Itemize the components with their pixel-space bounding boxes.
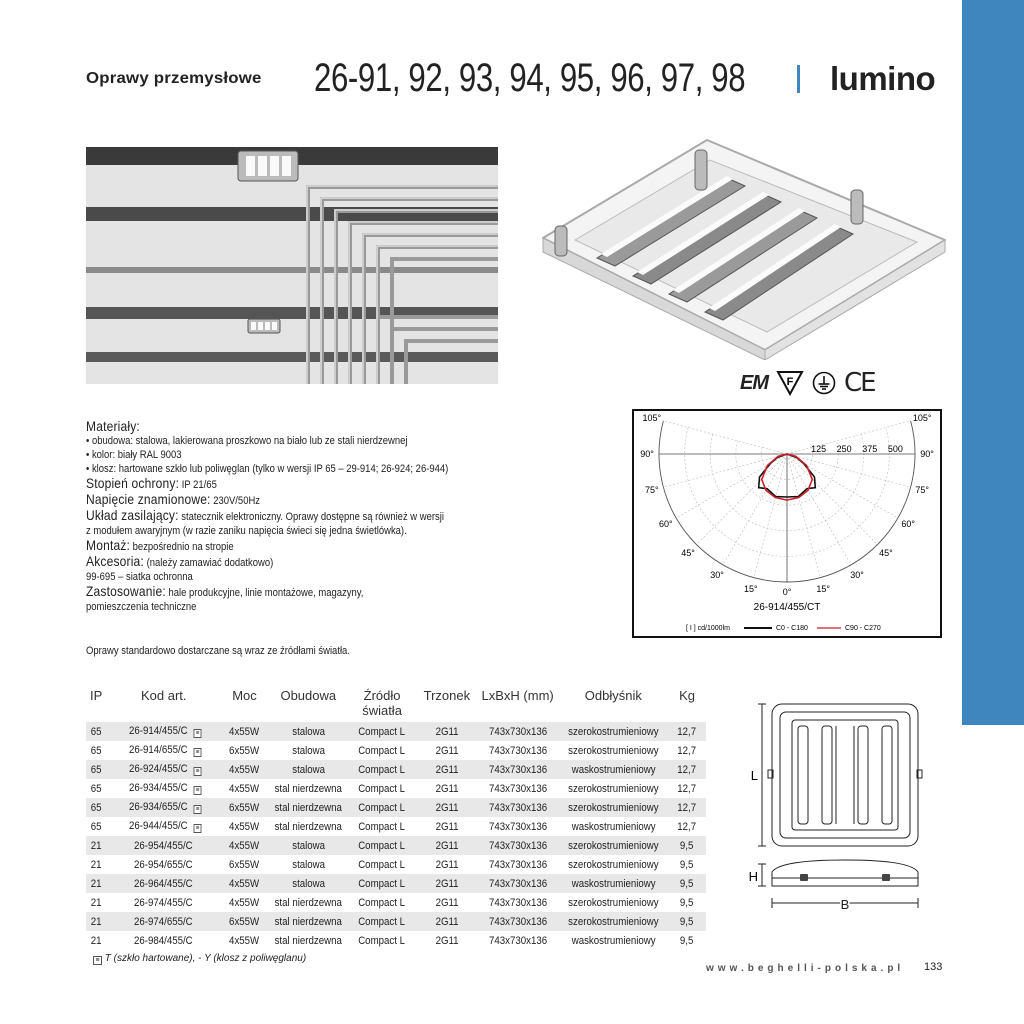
polar-angle-label: 90° — [920, 449, 934, 459]
polar-angle-label: 105° — [912, 412, 932, 423]
polar-angle-label: 15° — [743, 584, 758, 595]
polar-angle-zero: 0° — [782, 587, 792, 597]
protection-value: IP 21/65 — [181, 479, 217, 491]
circuit-value-cont: z modułem awaryjnym (w razie zaniku napięcia świeci się jedna świetlówka). — [86, 525, 407, 537]
circuit-label: Układ zasilający: — [86, 507, 179, 523]
cell-power: 6x55W — [229, 858, 260, 871]
table-row — [86, 836, 706, 855]
materials-line-cover: • klosz: hartowane szkło lub poliwęglan (tylko w wersji IP 65 – 29-914; 26-924; 26-944) — [86, 463, 449, 475]
cell-source: Compact L — [358, 896, 406, 909]
cell-code: 26-954/655/C — [134, 858, 194, 871]
emergency-em-icon: EM — [740, 371, 768, 394]
cell-dims: 743x730x136 — [488, 801, 547, 814]
glass-badge-icon: ≡ — [194, 748, 202, 757]
table-row — [86, 893, 706, 912]
cell-dims: 743x730x136 — [488, 915, 547, 928]
header-separator — [797, 65, 800, 93]
cell-reflector: szerokostrumieniowy — [568, 725, 659, 738]
cell-housing: stal nierdzewna — [274, 820, 342, 833]
glass-badge-icon: ≡ — [194, 824, 202, 833]
mounting-label: Montaż: — [86, 537, 131, 553]
cell-source: Compact L — [358, 725, 406, 738]
glass-badge-icon: ≡ — [194, 805, 202, 814]
glass-badge-icon: ≡ — [194, 729, 202, 738]
cell-power: 4x55W — [229, 839, 260, 852]
cell-reflector: szerokostrumieniowy — [568, 744, 659, 757]
cell-reflector: szerokostrumieniowy — [568, 839, 659, 852]
cell-housing: stalowa — [291, 763, 325, 776]
cell-source: Compact L — [358, 839, 406, 852]
cell-power: 4x55W — [229, 782, 260, 795]
accessories-value: (należy zamawiać dodatkowo) — [146, 557, 274, 569]
th-source-line2: światła — [362, 703, 402, 718]
cell-socket: 2G11 — [435, 763, 459, 776]
cell-reflector: waskostrumieniowy — [571, 763, 656, 776]
certification-marks — [740, 366, 940, 400]
cell-dims: 743x730x136 — [488, 820, 547, 833]
cell-code: 26-974/655/C — [134, 915, 194, 928]
cell-socket: 2G11 — [435, 896, 459, 909]
cell-housing: stalowa — [291, 839, 325, 852]
table-row — [86, 817, 706, 836]
table-row — [86, 722, 706, 741]
polar-legend-unit: [ I ] cd/1000lm — [686, 625, 730, 632]
th-kg: Kg — [679, 688, 696, 703]
accessories-item: 99-695 – siatka ochronna — [86, 571, 193, 583]
table-row — [86, 779, 706, 798]
table-row — [86, 798, 706, 817]
cell-reflector: szerokostrumieniowy — [568, 858, 659, 871]
cell-code: 26-914/455/C ≡ — [108, 725, 220, 738]
cell-reflector: waskostrumieniowy — [571, 820, 656, 833]
cell-code: 26-974/455/C — [134, 896, 194, 909]
cell-socket: 2G11 — [435, 744, 459, 757]
footnote-text: T (szkło hartowane), - Y (klosz z poliwęglanu) — [104, 953, 307, 964]
brand-name: lumino — [830, 60, 936, 97]
table-row — [86, 760, 706, 779]
mounting-value: bezpośrednio na stropie — [132, 541, 234, 553]
polar-grid-ray — [663, 454, 787, 487]
cell-ip: 21 — [90, 934, 102, 947]
cell-ip: 65 — [90, 725, 102, 738]
cell-socket: 2G11 — [435, 934, 459, 947]
cell-reflector: szerokostrumieniowy — [568, 801, 659, 814]
cell-ip: 21 — [90, 915, 102, 928]
cell-power: 4x55W — [229, 820, 260, 833]
cell-source: Compact L — [358, 877, 406, 890]
cell-source: Compact L — [358, 782, 406, 795]
accent-side-bar — [962, 0, 1024, 725]
polar-angle-label: 75° — [644, 485, 659, 496]
cell-code: 26-914/655/C ≡ — [108, 744, 220, 757]
polar-angle-label: 45° — [681, 547, 695, 558]
cell-dims: 743x730x136 — [488, 744, 547, 757]
voltage-label: Napięcie znamionowe: — [86, 491, 211, 507]
table-header — [86, 686, 706, 722]
table-row — [86, 912, 706, 931]
dimension-drawing — [740, 698, 930, 913]
circuit-value: statecznik elektroniczny. Oprawy dostępne są również w wersji — [181, 511, 444, 523]
cell-housing: stal nierdzewna — [274, 801, 342, 814]
model-numbers-title: 26-91, 92, 93, 94, 95, 96, 97, 98 — [314, 56, 746, 100]
cell-ip: 21 — [90, 896, 102, 909]
table-row — [86, 741, 706, 760]
cell-housing: stalowa — [291, 877, 325, 890]
cell-code: 26-934/655/C ≡ — [108, 801, 220, 814]
polar-grid-ray — [663, 421, 787, 454]
cell-reflector: waskostrumieniowy — [571, 877, 656, 890]
th-reflector: Odbłyśnik — [584, 688, 642, 703]
cell-ip: 21 — [90, 858, 102, 871]
cell-kg: 9,5 — [680, 877, 694, 890]
cell-reflector: waskostrumieniowy — [571, 934, 656, 947]
th-ip: IP — [90, 688, 103, 703]
cell-power: 4x55W — [229, 725, 260, 738]
polar-model-label: 26-914/455/CT — [753, 602, 821, 613]
cell-power: 4x55W — [229, 934, 260, 947]
polar-grid-ray — [723, 454, 787, 565]
polar-scale-label: 500 — [887, 444, 903, 454]
polar-grid-ray — [696, 454, 787, 545]
th-source-line1: Źródło — [363, 688, 401, 703]
cell-source: Compact L — [358, 820, 406, 833]
cell-source: Compact L — [358, 915, 406, 928]
specifications — [86, 419, 606, 614]
cell-kg: 12,7 — [677, 763, 697, 776]
materials-label: Materiały: — [86, 418, 140, 434]
cell-reflector: szerokostrumieniowy — [568, 782, 659, 795]
cell-source: Compact L — [358, 763, 406, 776]
polar-grid-ray — [754, 454, 787, 578]
polar-angle-label: 75° — [915, 485, 930, 496]
polar-angle-label: 15° — [816, 584, 831, 595]
polar-angle-label: 60° — [658, 519, 673, 529]
cell-socket: 2G11 — [435, 877, 459, 890]
application-value-cont: pomieszczenia techniczne — [86, 601, 197, 613]
polar-angle-label: 45° — [879, 547, 893, 558]
ce-mark-icon: CE — [844, 368, 875, 398]
cell-code: 26-944/455/C ≡ — [108, 820, 220, 833]
cell-power: 4x55W — [229, 896, 260, 909]
accessories-label: Akcesoria: — [86, 553, 144, 569]
cell-socket: 2G11 — [435, 725, 459, 738]
cell-housing: stal nierdzewna — [274, 896, 342, 909]
cell-dims: 743x730x136 — [488, 763, 547, 776]
cell-code: 26-934/455/C ≡ — [108, 782, 220, 795]
glass-badge-icon: ≡ — [194, 767, 202, 776]
application-label: Zastosowanie: — [86, 583, 166, 599]
cell-dims: 743x730x136 — [488, 725, 547, 738]
polar-grid-ray — [787, 454, 878, 545]
polar-legend-c90: C90 - C270 — [845, 625, 881, 632]
website-link[interactable]: www.beghelli-polska.pl — [706, 963, 905, 974]
th-dims: LxBxH (mm) — [481, 688, 554, 703]
th-housing: Obudowa — [280, 688, 337, 703]
footnote-badge-icon: ≡ — [93, 956, 102, 965]
cell-kg: 12,7 — [677, 782, 697, 795]
cell-kg: 9,5 — [680, 839, 694, 852]
cell-housing: stalowa — [291, 858, 325, 871]
cell-dims: 743x730x136 — [488, 782, 547, 795]
cell-code: 26-984/455/C — [134, 934, 194, 947]
cell-housing: stal nierdzewna — [274, 934, 342, 947]
photometric-polar-diagram — [632, 409, 942, 638]
cell-power: 6x55W — [229, 744, 260, 757]
polar-scale-label: 375 — [862, 444, 878, 454]
table-row — [86, 931, 706, 950]
supply-note: Oprawy standardowo dostarczane są wraz ze źródłami światła. — [86, 645, 350, 657]
cell-power: 4x55W — [229, 877, 260, 890]
polar-angle-label: 30° — [710, 570, 724, 581]
materials-line-housing: • obudowa: stalowa, lakierowana proszkowo na biało lub ze stali nierdzewnej — [86, 435, 408, 447]
earth-icon — [812, 371, 836, 395]
cell-ip: 65 — [90, 763, 102, 776]
cell-ip: 65 — [90, 801, 102, 814]
polar-angle-label: 60° — [901, 519, 916, 529]
cell-dims: 743x730x136 — [488, 839, 547, 852]
cell-housing: stalowa — [291, 744, 325, 757]
category-title: Oprawy przemysłowe — [86, 70, 262, 87]
cell-source: Compact L — [358, 934, 406, 947]
protection-label: Stopień ochrony: — [86, 475, 180, 491]
cell-power: 6x55W — [229, 915, 260, 928]
cell-housing: stal nierdzewna — [274, 915, 342, 928]
polar-grid-ray — [787, 454, 911, 487]
polar-scale-label: 250 — [836, 444, 852, 454]
cell-ip: 21 — [90, 877, 102, 890]
cell-reflector: szerokostrumieniowy — [568, 896, 659, 909]
cell-code: 26-954/455/C — [134, 839, 194, 852]
table-row — [86, 874, 706, 893]
polar-grid-ray — [787, 454, 851, 565]
polar-angle-label: 105° — [642, 412, 662, 423]
cell-dims: 743x730x136 — [488, 896, 547, 909]
f-mark-label: F — [786, 376, 794, 388]
voltage-value: 230V/50Hz — [213, 495, 261, 507]
cell-kg: 9,5 — [680, 915, 694, 928]
dim-h-label: H — [748, 869, 758, 884]
application-value: hale produkcyjne, linie montażowe, magazyny, — [168, 587, 364, 599]
cell-ip: 65 — [90, 782, 102, 795]
cell-kg: 9,5 — [680, 858, 694, 871]
cell-source: Compact L — [358, 858, 406, 871]
polar-legend-c0: C0 - C180 — [776, 625, 808, 632]
cell-source: Compact L — [358, 801, 406, 814]
f-mark-icon — [776, 370, 804, 396]
glass-badge-icon: ≡ — [194, 786, 202, 795]
cell-dims: 743x730x136 — [488, 877, 547, 890]
cell-power: 4x55W — [229, 763, 260, 776]
cell-ip: 65 — [90, 744, 102, 757]
dim-b-label: B — [840, 897, 850, 912]
cell-kg: 9,5 — [680, 934, 694, 947]
luminaire-product-image — [535, 130, 955, 360]
cell-kg: 12,7 — [677, 820, 697, 833]
polar-scale-label: 125 — [811, 444, 827, 454]
th-source — [347, 686, 417, 722]
cell-power: 6x55W — [229, 801, 260, 814]
page-number: 133 — [924, 961, 943, 973]
cell-socket: 2G11 — [435, 820, 459, 833]
dim-l-label: L — [750, 768, 758, 783]
table-body — [86, 722, 706, 950]
cell-code: 26-964/455/C — [134, 877, 194, 890]
table-row — [86, 855, 706, 874]
cell-housing: stalowa — [291, 725, 325, 738]
cell-socket: 2G11 — [435, 839, 459, 852]
materials-line-color: • kolor: biały RAL 9003 — [86, 449, 182, 461]
cell-kg: 12,7 — [677, 744, 697, 757]
cell-dims: 743x730x136 — [488, 858, 547, 871]
cell-ip: 21 — [90, 839, 102, 852]
polar-grid-ray — [787, 454, 820, 578]
th-code: Kod art. — [140, 688, 187, 703]
polar-angle-label: 90° — [640, 449, 654, 459]
th-socket: Trzonek — [423, 688, 471, 703]
cell-kg: 12,7 — [677, 801, 697, 814]
product-table — [86, 686, 706, 950]
cell-kg: 9,5 — [680, 896, 694, 909]
cell-socket: 2G11 — [435, 782, 459, 795]
cell-source: Compact L — [358, 744, 406, 757]
cell-reflector: szerokostrumieniowy — [568, 915, 659, 928]
th-power: Moc — [232, 688, 257, 703]
table-footnote — [92, 953, 306, 965]
cell-housing: stal nierdzewna — [274, 782, 342, 795]
cell-ip: 65 — [90, 820, 102, 833]
cell-socket: 2G11 — [435, 915, 459, 928]
cell-dims: 743x730x136 — [488, 934, 547, 947]
cell-socket: 2G11 — [435, 858, 459, 871]
cell-socket: 2G11 — [435, 801, 459, 814]
cell-code: 26-924/455/C ≡ — [108, 763, 220, 776]
installation-photo — [86, 147, 498, 384]
cell-kg: 12,7 — [677, 725, 697, 738]
polar-angle-label: 30° — [850, 570, 864, 581]
